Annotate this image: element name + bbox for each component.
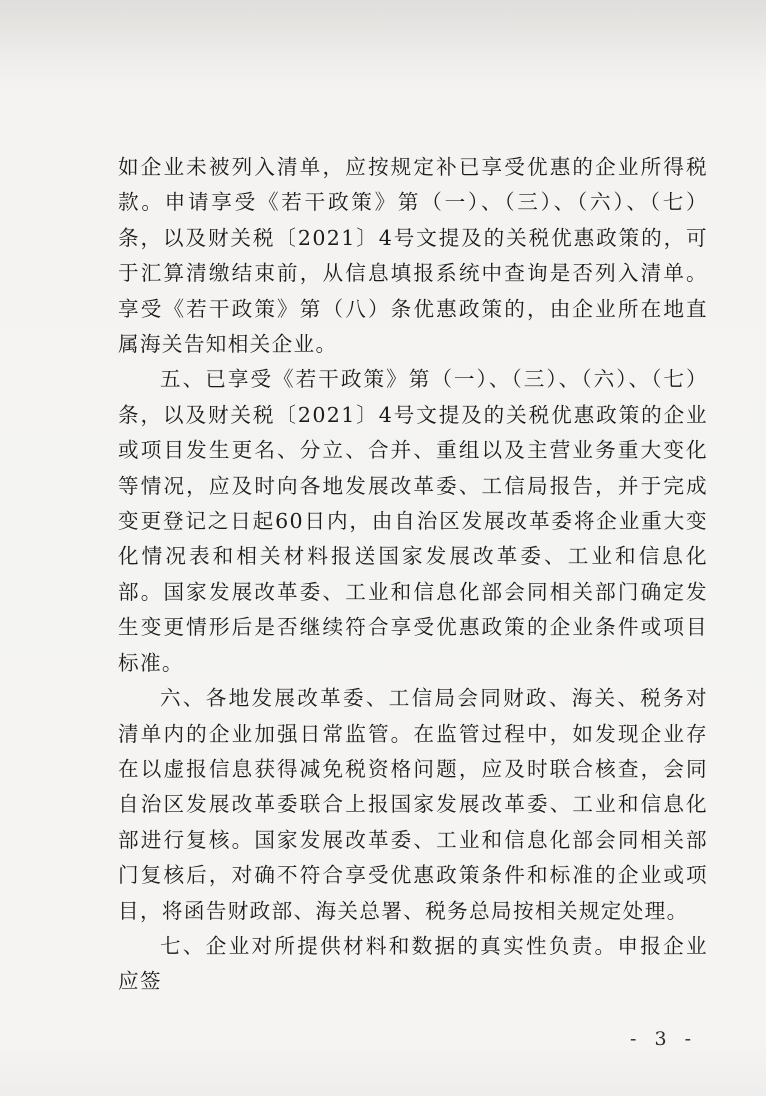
paragraph-item-7: 七、企业对所提供材料和数据的真实性负责。申报企业应签 bbox=[118, 933, 708, 994]
page-number: - 3 - bbox=[630, 1028, 698, 1050]
paragraph-item-5: 五、已享受《若干政策》第（一）、（三）、（六）、（七）条，以及财关税〔2021〕4号文提及的关税优惠政策的企业或项目发生更名、分立、合并、重组以及主营业务重大变化等情况，应及时向各地发展改革委、工信局报告，并于完成变更登记之日起60日内，由自治区发展改革委将企业重大变化情况表和相关材料报送国家发展改革委、工业和信息化部。国家发展改革委、工业和信息化部会同相关部门确定发生变更情形后是否继续符合享受优惠政策的企业条件或项目标准。 bbox=[118, 367, 708, 675]
paragraph-item-6: 六、各地发展改革委、工信局会同财政、海关、税务对清单内的企业加强日常监管。在监管过程中，如发现企业存在以虚报信息获得减免税资格问题，应及时联合核查，会同自治区发展改革委联合上报国家发展改革委、工业和信息化部进行复核。国家发展改革委、工业和信息化部会同相关部门复核后，对确不符合享受优惠政策条件和标准的企业或项目，将函告财政部、海关总署、税务总局按相关规定处理。 bbox=[118, 686, 708, 923]
scan-shadow bbox=[0, 0, 766, 90]
paragraph-continued: 如企业未被列入清单，应按规定补已享受优惠的企业所得税款。申请享受《若干政策》第（一）、（三）、（六）、（七）条，以及财关税〔2021〕4号文提及的关税优惠政策的，可于汇算清缴结束前，从信息填报系统中查询是否列入清单。享受《若干政策》第（八）条优惠政策的，由企业所在地直属海关告知相关企业。 bbox=[118, 155, 708, 357]
document-body bbox=[118, 150, 708, 1000]
